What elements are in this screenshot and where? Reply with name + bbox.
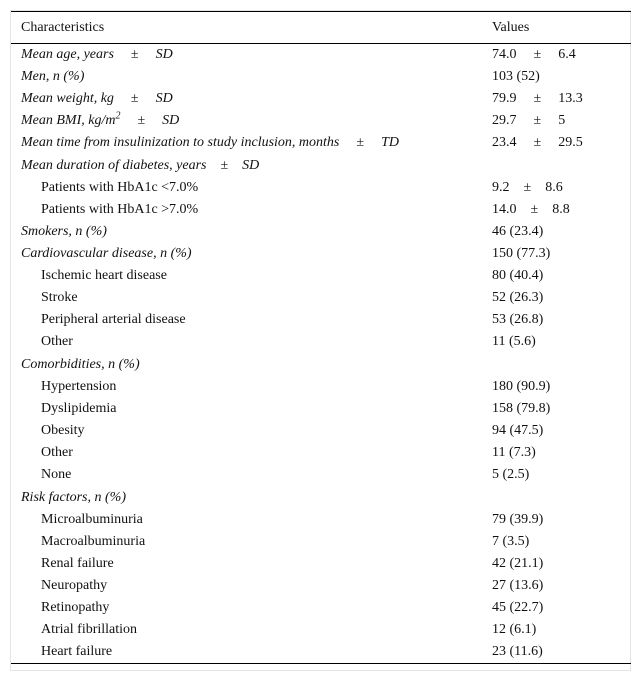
stat-label: SD — [162, 113, 180, 128]
table-row — [11, 509, 631, 531]
row-label: Comorbidities, n (%) — [21, 356, 140, 372]
row-value-cell — [481, 199, 631, 221]
row-label-cell — [11, 420, 481, 442]
table-row — [11, 154, 631, 177]
row-value: 23.4 — [492, 135, 517, 150]
row-value: 52 (26.3) — [492, 290, 544, 305]
row-value: 74.0 — [492, 47, 517, 62]
stat-label: SD — [155, 47, 173, 62]
row-spread: 29.5 — [558, 135, 583, 150]
row-label-cell — [11, 66, 481, 88]
row-spread: 13.3 — [558, 91, 583, 106]
row-value-cell — [481, 331, 631, 353]
row-label: Atrial fibrillation — [41, 622, 138, 637]
row-value-cell — [481, 110, 631, 132]
row-label: Cardiovascular disease, n (%) — [21, 246, 192, 261]
row-value: 42 (21.1) — [492, 556, 544, 571]
row-value-cell — [481, 641, 631, 664]
row-label-cell — [11, 221, 481, 243]
row-label-cell — [11, 132, 481, 154]
row-label: Heart failure — [41, 644, 113, 659]
table-row — [11, 265, 631, 287]
row-value-cell — [481, 66, 631, 88]
row-value: 79 (39.9) — [492, 512, 544, 527]
row-label: Patients with HbA1c >7.0% — [41, 202, 199, 217]
row-value-cell — [481, 353, 631, 376]
table-row — [11, 287, 631, 309]
plus-minus-symbol: ± — [220, 157, 229, 173]
row-label: Mean BMI, kg/m — [21, 113, 116, 128]
row-label: Ischemic heart disease — [41, 268, 167, 283]
row-value-cell — [481, 243, 631, 265]
table-row — [11, 553, 631, 575]
row-value-cell — [481, 619, 631, 641]
table-row — [11, 221, 631, 243]
row-label-cell — [11, 353, 481, 376]
row-label-cell — [11, 287, 481, 309]
row-label-cell — [11, 597, 481, 619]
plus-minus-symbol: ± — [533, 91, 542, 106]
row-label-cell — [11, 44, 481, 67]
table-row — [11, 110, 631, 132]
row-value-cell — [481, 553, 631, 575]
table-row — [11, 199, 631, 221]
row-value-cell — [481, 88, 631, 110]
row-label: Microalbuminuria — [41, 512, 143, 527]
row-spread: 8.8 — [552, 202, 570, 217]
table-row — [11, 353, 631, 376]
row-value: 53 (26.8) — [492, 312, 544, 327]
row-label-cell — [11, 110, 481, 132]
row-label-cell — [11, 619, 481, 641]
row-label-cell — [11, 486, 481, 509]
row-label: Mean age, years — [21, 47, 114, 62]
plus-minus-symbol: ± — [533, 47, 542, 62]
row-value: 45 (22.7) — [492, 600, 544, 615]
row-value-cell — [481, 575, 631, 597]
row-value-cell — [481, 132, 631, 154]
row-value: 103 (52) — [492, 69, 540, 84]
row-label: Peripheral arterial disease — [41, 312, 186, 327]
row-label: Other — [41, 334, 73, 349]
row-value-cell — [481, 509, 631, 531]
table-row — [11, 619, 631, 641]
row-value: 23 (11.6) — [492, 644, 543, 659]
row-label-cell — [11, 331, 481, 353]
row-value: 11 (7.3) — [492, 445, 536, 460]
table-row — [11, 309, 631, 331]
row-value-cell — [481, 221, 631, 243]
row-label: None — [41, 467, 72, 482]
row-value-cell — [481, 177, 631, 199]
characteristics-table — [11, 11, 631, 664]
table-body — [11, 44, 631, 664]
row-spread: 8.6 — [545, 180, 563, 195]
row-label: Hypertension — [41, 379, 117, 394]
row-value: 150 (77.3) — [492, 246, 551, 261]
row-label: Dyslipidemia — [41, 401, 117, 416]
row-value: 80 (40.4) — [492, 268, 544, 283]
plus-minus-symbol: ± — [137, 113, 146, 128]
row-label-cell — [11, 376, 481, 398]
row-value: 14.0 — [492, 202, 517, 217]
row-value: 9.2 — [492, 180, 510, 195]
row-value: 158 (79.8) — [492, 401, 551, 416]
table-row — [11, 88, 631, 110]
row-label-cell — [11, 641, 481, 664]
row-label-cell — [11, 243, 481, 265]
table-row — [11, 132, 631, 154]
row-value-cell — [481, 287, 631, 309]
row-value-cell — [481, 420, 631, 442]
row-value: 79.9 — [492, 91, 517, 106]
row-value-cell — [481, 597, 631, 619]
row-value: 94 (47.5) — [492, 423, 544, 438]
table-row — [11, 243, 631, 265]
row-label-cell — [11, 531, 481, 553]
row-value-cell — [481, 464, 631, 486]
row-label: Mean duration of diabetes, years — [21, 157, 207, 173]
row-label-cell — [11, 154, 481, 177]
row-value: 12 (6.1) — [492, 622, 537, 637]
table-row — [11, 44, 631, 67]
table-row — [11, 398, 631, 420]
table-row — [11, 486, 631, 509]
row-label-cell — [11, 199, 481, 221]
table-row — [11, 331, 631, 353]
row-value-cell — [481, 398, 631, 420]
header-characteristics: Characteristics — [11, 12, 481, 44]
row-label-cell — [11, 88, 481, 110]
row-value: 180 (90.9) — [492, 379, 551, 394]
table-row — [11, 420, 631, 442]
plus-minus-symbol: ± — [356, 135, 365, 150]
row-value: 46 (23.4) — [492, 224, 544, 239]
table-row — [11, 177, 631, 199]
row-value: 5 (2.5) — [492, 467, 530, 482]
row-label-cell — [11, 177, 481, 199]
row-value-cell — [481, 486, 631, 509]
row-label: Mean time from insulinization to study inclusion, months — [21, 135, 340, 150]
row-value: 7 (3.5) — [492, 534, 530, 549]
row-value: 27 (13.6) — [492, 578, 544, 593]
table-row — [11, 442, 631, 464]
plus-minus-symbol: ± — [533, 135, 542, 150]
row-value-cell — [481, 309, 631, 331]
row-spread: 6.4 — [558, 47, 576, 62]
row-label-cell — [11, 509, 481, 531]
table-row — [11, 464, 631, 486]
row-label: Risk factors, n (%) — [21, 489, 126, 505]
row-label-cell — [11, 309, 481, 331]
table-row — [11, 575, 631, 597]
row-label: Neuropathy — [41, 578, 108, 593]
plus-minus-symbol: ± — [523, 180, 532, 195]
row-label: Smokers, n (%) — [21, 224, 107, 239]
row-label: Men, n (%) — [21, 69, 85, 84]
plus-minus-symbol: ± — [130, 47, 139, 62]
row-label: Retinopathy — [41, 600, 110, 615]
row-label: Stroke — [41, 290, 78, 305]
row-value-cell — [481, 531, 631, 553]
row-value-cell — [481, 442, 631, 464]
stat-label: SD — [155, 91, 173, 106]
row-label: Patients with HbA1c <7.0% — [41, 180, 199, 195]
row-label: Macroalbuminuria — [41, 534, 146, 549]
row-value-cell — [481, 265, 631, 287]
plus-minus-symbol: ± — [533, 113, 542, 128]
table-row — [11, 66, 631, 88]
row-label-cell — [11, 553, 481, 575]
stat-label: TD — [381, 135, 399, 150]
row-label-cell — [11, 442, 481, 464]
stat-label: SD — [242, 157, 260, 173]
row-label: Mean weight, kg — [21, 91, 114, 106]
table-row — [11, 531, 631, 553]
row-label-superscript: 2 — [115, 110, 121, 122]
plus-minus-symbol: ± — [130, 91, 139, 106]
row-label-cell — [11, 265, 481, 287]
row-label-cell — [11, 575, 481, 597]
table-header-row — [11, 12, 631, 44]
table-row — [11, 641, 631, 664]
row-value: 11 (5.6) — [492, 334, 536, 349]
row-label: Renal failure — [41, 556, 114, 571]
row-value-cell — [481, 376, 631, 398]
row-label-cell — [11, 464, 481, 486]
row-label-cell — [11, 398, 481, 420]
table-row — [11, 376, 631, 398]
row-value: 29.7 — [492, 113, 517, 128]
row-label: Obesity — [41, 423, 85, 438]
table-row — [11, 597, 631, 619]
row-value-cell — [481, 44, 631, 67]
row-label: Other — [41, 445, 73, 460]
row-spread: 5 — [558, 113, 566, 128]
row-value-cell — [481, 154, 631, 177]
plus-minus-symbol: ± — [530, 202, 539, 217]
header-values: Values — [481, 12, 631, 44]
